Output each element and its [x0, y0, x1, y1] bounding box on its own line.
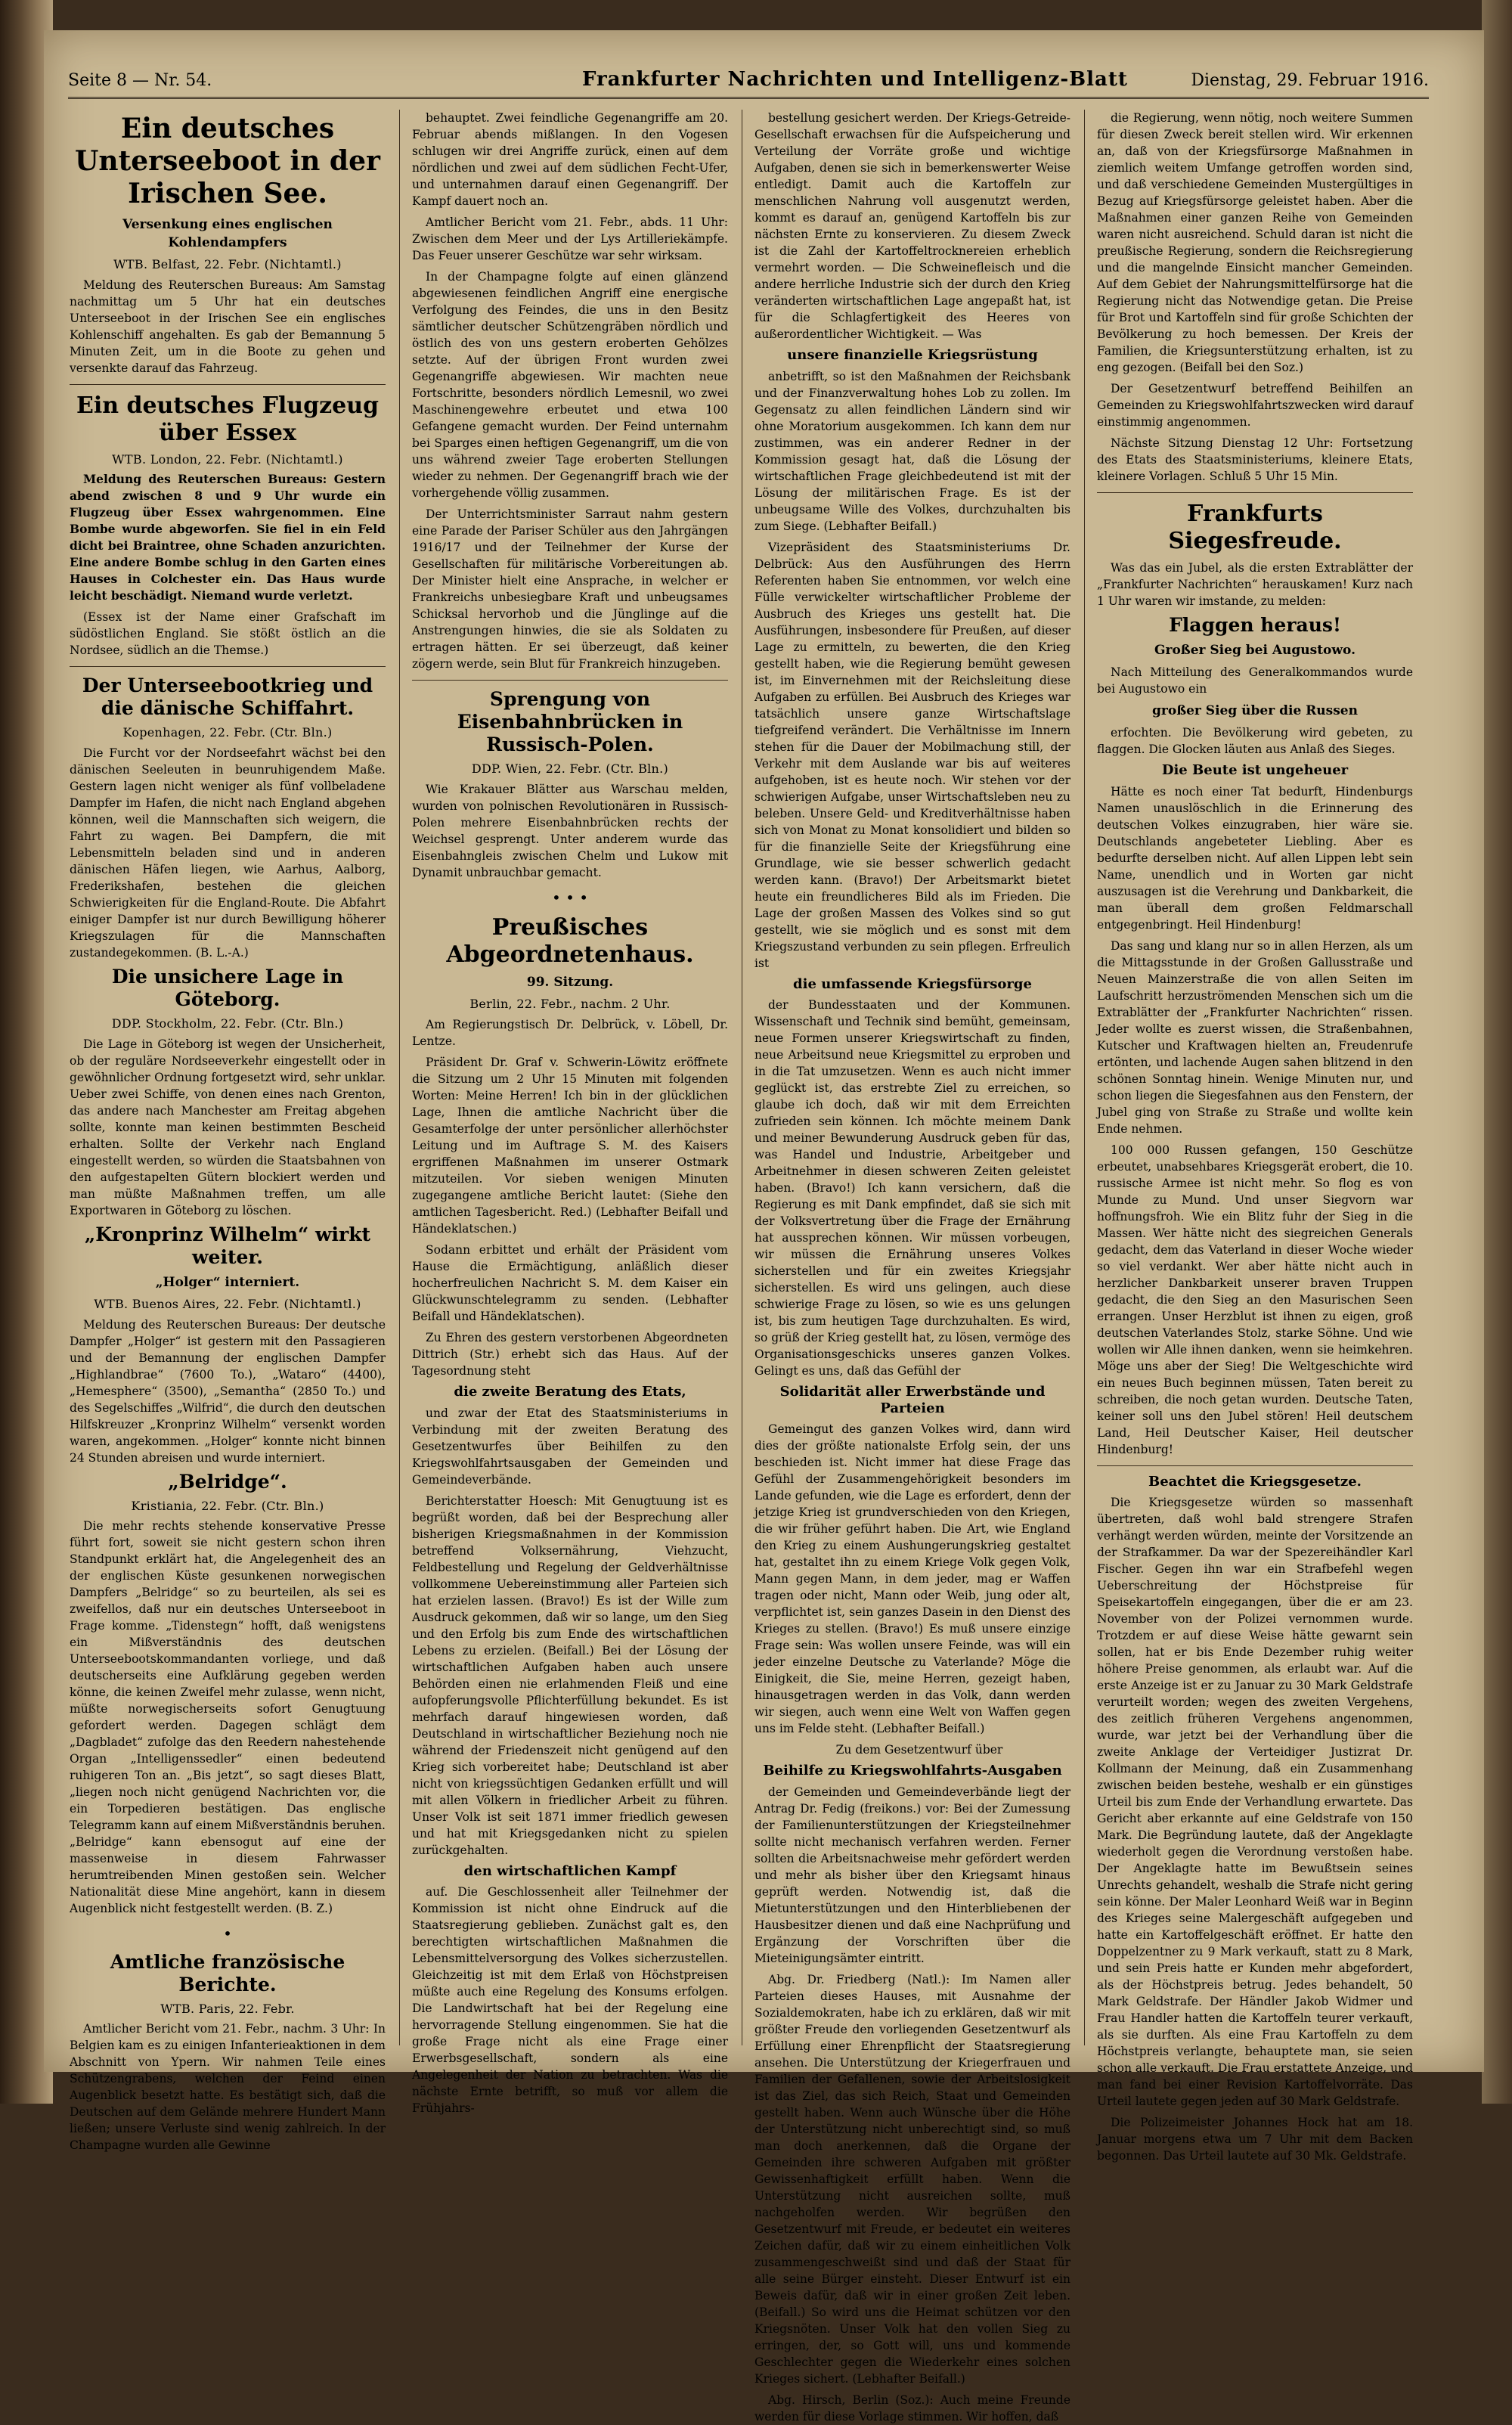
article-body: auf. Die Geschlossenheit aller Teilnehmer der Kommission ist nicht ohne Eindruck auf die Staatsregierung geblieben. Zunächst galt es, den berechtigten wirtschaftlichen Maßnahmen die Lebensmittelversorgung des Volkes sicherzustellen. Gleichzeitig ist mit dem Erlaß von Höchstpreisen müßte auch eine Regelung des Konsums erfolgen. Die Landwirtschaft hat bei der Regelung eine hervorragende Stellung eingenommen. Sie hat die große Frage nicht als eine Frage einer Erwerbsgesellschaft, sondern als eine Angelegenheit der Nation zu betrachten. Was die nächste Ernte betrifft, so muß vor allem die Frühjahrs- [412, 1885, 728, 2116]
article-body: Die mehr rechts stehende konservative Presse führt fort, soweit sie nicht gestern schon ihren Standpunkt erklärt hat, die Angelegenheit des an der englischen Küste gesunkenen norwegischen Dampfers „Belridge“ so zu beurteilen, als sei es zweifellos, daß nur ein deutsches Unterseeboot in Frage komme. „Tidenstegn“ hofft, daß wenigstens ein Mißverständnis des deutschen Unterseebootskommandanten vorliege, und daß deutscherseits eine Aufklärung gegeben werden könne, die keinen Zweifel mehr zulasse, wenn nicht, müßte norwegischerseits sofort Genugtuung gefordert werden. Dagegen schlägt dem „Dagbladet“ zufolge das den Reedern nahestehende Organ „Intelligenssedler“ einen bedeutend ruhigeren Ton an. „Bis jetzt“, so sagt dieses Blatt, „liegen noch nicht genügend Nachrichten vor, die ein Torpedieren bestätigen. Das englische Telegramm kann auf einem Mißverständnis beruhen. „Belridge“ kann ebensogut auf eine der massenweise in diesem Fahrwasser herumtreibenden Minen gestoßen sein. Welcher Nationalität diese Mine angehört, kann in diesem Augenblick nicht festgestellt werden. (B. Z.) [70, 1519, 386, 1916]
article-body: Die Furcht vor der Nordseefahrt wächst bei den dänischen Seeleuten in beunruhigendem Maße. Gestern lagen nicht weniger als fünf vollbeladene Dampfer im Hafen, die nicht nach England abgehen können, weil die Mannschaften sich weigern, die Fahrt zu wagen. Bei Dampfern, die mit Lebensmitteln beladen sind und in anderen dänischen Häfen liegen, wie Aarhus, Aalborg, Frederikshafen, bestehen die gleichen Schwierigkeiten für die England-Route. Die Abfahrt einiger Dampfer ist nur durch Bewilligung höherer Kriegszulagen für die Mannschaften zustandegekommen. (B. L.-A.) [70, 746, 386, 960]
subheadline: Versenkung eines englischen Kohlendampfers [122, 216, 333, 250]
headline-belridge: „Belridge“. [168, 1470, 287, 1493]
article-body: Berichterstatter Hoesch: Mit Genugtuung ist es begrüßt worden, daß bei der Besprechung aller bisherigen Kriegsmaßnahmen in der Kommission betreffend Volksernährung, Viehzucht, Feldbestellung und Regelung der Geldverhältnisse vollkommene Uebereinstimmung aller Parteien sich hat erzielen lassen. (Bravo!) Es ist der Wille zum Ausdruck gekommen, daß wir so lange, um den Sieg und den Erfolg bis zum Ende des wirtschaftlichen Lebens zu erzielen. (Beifall.) Bei der Lösung der wirtschaftlichen Aufgaben haben auch unsere Behörden einen nie erlahmenden Fleiß und eine aufopferungsvolle Pflichterfüllung bekundet. Es ist mehrfach darauf hingewiesen worden, daß Deutschland in wirtschaftlicher Beziehung noch nie während der Friedenszeit nicht genügend auf den Krieg sich vorbereitet habe; Deutschland ist aber nicht von kriegssüchtigen Gedanken erfüllt und will mit allen Völkern in friedlicher Arbeit zu führen. Unser Volk ist seit 1871 immer friedlich gewesen und hat mit Kriegsgedanken nicht zu spielen zurückgehalten. [412, 1493, 728, 1857]
issue-date: Dienstag, 29. Februar 1916. [1191, 71, 1429, 90]
article-body: Der Gesetzentwurf betreffend Beihilfen an Gemeinden zu Kriegswohlfahrtszwecken wird darauf einstimmig angenommen. [1097, 382, 1413, 429]
article-body: Der Unterrichtsminister Sarraut nahm gestern eine Parade der Pariser Schüler aus den Jahrgängen 1916/17 und der Teilnehmer der Kurse der Gesellschaften für militärische Vorbereitungen ab. Der Minister hielt eine Ansprache, in welcher er Frankreichs unbesiegbare Kraft und unbeugsames Schicksal hervorhob und die Jünglinge auf die Anstrengungen hinwies, die sie als Soldaten zu ertragen hätten. Er sei überzeugt, daß keiner zögern werde, sein Blut für Frankreich hinzugeben. [412, 507, 728, 671]
headline-goteborg: Die unsichere Lage in Göteborg. [111, 965, 344, 1010]
dateline: Berlin, 22. Febr., nachm. 2 Uhr. [469, 997, 671, 1012]
article-body: Die Polizeimeister Johannes Hock hat am 18. Januar morgens etwa um 7 Uhr mit dem Backen begonnen. Das Urteil lautete auf 30 Mk. Geldstrafe. [1097, 2116, 1413, 2163]
divider [1097, 492, 1413, 493]
article-body: anbetrifft, so ist den Maßnahmen der Reichsbank und der Finanzverwaltung hohes Lob zu zollen. Im Gegensatz zu allen feindlichen Ländern sind wir ohne Moratorium ausgekommen. Ich kann dem nur zustimmen, was ein anderer Redner in der Kommission gesagt hat, daß die Lösung der wirtschaftlichen Frage gleichbedeutend ist mit der Lösung der militärischen Frage. Es ist der unbeugsame Wille des Volkes, durchzuhalten bis zum Siege. (Lebhafter Beifall.) [754, 369, 1070, 533]
dateline: WTB. Buenos Aires, 22. Febr. (Nichtamtl.) [94, 1296, 361, 1311]
article-body: Nächste Sitzung Dienstag 12 Uhr: Fortsetzung des Etats des Staatsministeriums, kleinere Etats, kleinere Vorlagen. Schluß 5 Uhr 15 Min. [1097, 436, 1413, 483]
article-body: Die Kriegsgesetze würden so massenhaft übertreten, daß wohl bald strengere Strafen verhängt werden würden, meinte der Vorsitzende an der Strafkammer. Da war der Spezereihändler Karl Fischer. Gegen ihn war ein Strafbefehl wegen Ueberschreitung der Höchstpreise für Speisekartoffeln eingegangen, über die er am 23. November von der Polizei vernommen wurde. Trotzdem er auf diese Weise hätte gewarnt sein sollen, hat er bis Ende Dezember ruhig weiter höhere Preise genommen, als erlaubt war. Auf die erste Anzeige ist er zu Januar zu 30 Mark Geldstrafe verurteilt worden; wegen des zweiten Vergehens, des zeitlich früheren Vergehens angenommen, wurde, war jetzt bei der Verhandlung über die zweite Anklage der Verteidiger Justizrat Dr. Kollmann der Meinung, daß ein Zusammenhang zwischen beiden bestehe, weshalb er ein günstiges Urteil bis zum Ende der Verhandlung erwartete. Das Gericht aber erkannte auf eine Geldstrafe von 150 Mark. Die Begründung lautete, daß der Angeklagte wiederholt gegen die Verordnung verstoßen habe. Der Angeklagte hatte im Bewußtsein seines Unrechts gehandelt, weshalb die Strafe nicht gering sein könne. Der Maler Leonhard Weiß war in Beginn des Krieges seine Malergeschäft aufgegeben und hatte ein Kartoffelgeschäft eröffnet. Er hatte den Doppelzentner zu 9 Mark verkauft, statt zu 8 Mark, und sein Preis hatte er Kunden mehr abgefordert, als der Höchstpreis betrug. Jedes behandelt, 50 Mark Geldstrafe. Der Händler Jakob Widmer und Frau Handler hatten die Kartoffeln teurer verkauft, als sie durften. Als eine Frau Kartoffeln zu dem Höchstpreis verlangte, behauptete man, sie seien schon alle verkauft. Die Frau erstattete Anzeige, und man fand bei einer Revision Kartoffelvorräte. Das Urteil lautete gegen jeden auf 30 Mark Geldstrafe. [1097, 1496, 1413, 2109]
subheadline: 99. Sitzung. [526, 975, 614, 991]
article-body: In der Champagne folgte auf einen glänzend abgewiesenen feindlichen Angriff eine energische Verfolgung des Feindes, die uns in den Besitz sämtlicher deutscher Schützengräben nördlich und östlich des von uns gestern eroberten Gehölzes setzte. Auf der übrigen Front wurden zwei Gegenangriffe abgewiesen. Wir machten neue Fortschritte, besonders nördlich Lemesnil, wo zwei Maschinengewehre erbeutet und etwa 100 Gefangene gemacht wurden. Der Feind unternahm bei Sparges einen heftigen Gegenangriff, um die von uns während zweier Tage eroberten Stellungen wieder zu nehmen. Der Gegenangriff brach wie der vorhergehende völlig zusammen. [412, 270, 728, 500]
flag-call: Flaggen heraus! [1169, 614, 1341, 636]
victory-line: Großer Sieg bei Augustowo. [1154, 643, 1356, 658]
headline-war-laws: Beachtet die Kriegsgesetze. [1148, 1473, 1362, 1490]
article-body: Präsident Dr. Graf v. Schwerin-Löwitz eröffnete die Sitzung um 2 Uhr 15 Minuten mit folgenden Worten: Meine Herren! Ich bin in der glücklichen Lage, Ihnen die amtliche Nachricht über die Gesamterfolge der unter persönlicher allerhöchster Leitung und im Auftrage S. M. des Kaisers ergriffenen Maßnahmen im unserer Ostmark mitzuteilen. Vor sieben wenigen Minuten zugegangene amtliche Bericht lautet: (Siehe den amtlichen Tagesbericht. Red.) (Lebhafter Beifall und Händeklatschen.) [412, 1055, 728, 1236]
article-body: Abg. Hirsch, Berlin (Soz.): Auch meine Freunde werden für diese Vorlage stimmen. Wir hoffen, daß [754, 2392, 1070, 2423]
article-body: (Essex ist der Name einer Grafschaft im südöstlichen England. Sie stößt östlich an die Nordsee, südlich an die Themse.) [70, 610, 386, 658]
dateline: WTB. London, 22. Febr. (Nichtamtl.) [112, 451, 343, 467]
article-body: Vizepräsident des Staatsministeriums Dr. Delbrück: Aus den Ausführungen des Herrn Referenten haben Sie entnommen, vor welch eine Fülle verwickelter wirtschaftlicher Probleme der Ausbruch des Krieges uns gestellt hat. Die Ausführungen, insbesondere für Preußen, auf dieser Lage zu ermitteln, zu bewerten, die den Krieg gestellt haben, wie die Regierung bemüht gewesen ist, im Einvernehmen mit der Reichsleitung diese Aufgaben zu erfüllen. Bei Ausbruch des Krieges war tatsächlich unsere ganze Wirtschaftslage tiefgreifend verändert. Die Verhältnisse im Innern stehen für die Dauer der Mobilmachung still, der Verkehr mit dem Auslande war bis auf weiteres aufgehoben, ist es heute noch. Wir stehen vor der schwierigen Aufgabe, unser Wirtschaftsleben neu zu beleben. Unsere Geld- und Kreditverhältnisse haben sich von Monat zu Monat konsolidiert und bilden so für die finanzielle Seite der Kriegsführung eine Grundlage, wie sie besser schwerlich gedacht werden kann. (Bravo!) Der Arbeitsmarkt bietet heute ein freundlicheres Bild als im Frieden. Die Lage der großen Massen des Volkes sind so gut gestellt, wie sie möglich und es sonst mit dem Kriegszustand verbunden zu sein pflegen. Erfreulich ist [754, 540, 1070, 970]
page-edge [1482, 0, 1512, 2104]
separator-star: • [223, 1924, 232, 1943]
article-body: bestellung gesichert werden. Der Kriegs-Getreide-Gesellschaft erwachsen für die Aufspeicherung und Verteilung der Vorräte große und wichtige Aufgaben, denen sie sich in bemerkenswerter Weise entledigt. Damit auch die Kartoffeln zur menschlichen Nahrung voll ausgenutzt werden, kommt es darauf an, genügend Kartoffeln bis zur nächsten Ernte zu konservieren. Zu diesem Zweck ist die Zahl der Kartoffeltrocknereien erheblich vermehrt worden. — Die Schweinefleisch und die andere herrliche Industrie sich der durch den Krieg veränderten wirtschaftlichen Lage angepaßt hat, ist für die Schlagfertigkeit des Heeres von außerordentlicher Wichtigkeit. — Was [754, 111, 1070, 341]
dateline: Kopenhagen, 22. Febr. (Ctr. Bln.) [122, 725, 333, 740]
divider [1097, 1465, 1413, 1466]
article-body: Das sang und klang nur so in allen Herzen, als um die Mittagsstunde in der Großen Gallusstraße und Neuen Mainzerstraße die von allen Seiten im Laufschritt herzuströmenden Menschen sich um die Extrablätter der „Frankfurter Nachrichten“ rissen. Jeder wollte es zuerst wissen, die Straßenbahnen, Kutscher und Kraftwagen hielten an, Freudenrufe ertönten, und lachende Augen sahen blitzend in den schönen Sonntag hinein. Wenige Minuten nur, und schon liegen die Siegesfahnen aus den Fenstern, der Jubel ging von Straße zu Straße und wollte kein Ende nehmen. [1097, 938, 1413, 1136]
masthead: Frankfurter Nachrichten und Intelligenz-Blatt [582, 68, 1128, 91]
column-4 [1097, 110, 1413, 2163]
article-body: Am Regierungstisch Dr. Delbrück, v. Löbell, Dr. Lentze. [412, 1017, 728, 1048]
article-body: Meldung des Reuterschen Bureaus: Gestern abend zwischen 8 und 9 Uhr wurde ein Flugzeug über Essex wahrgenommen. Eine Bombe wurde abgeworfen. Sie fiel in ein Feld dicht bei Braintree, ohne Schaden anzurichten. Eine andere Bombe schlug in den Garten eines Hauses in Colchester ein. Das Haus wurde leicht beschädigt. Niemand wurde verletzt. [70, 472, 386, 603]
article-body: Die Lage in Göteborg ist wegen der Unsicherheit, ob der reguläre Nordseeverkehr eingestellt oder in gewöhnlicher Ordnung fortgesetzt wird, sehr unklar. Ueber zwei Schiffe, von denen eines nach Grenton, das andere nach Manchester am Freitag abgehen sollte, konnte man keinen bestimmten Bescheid erhalten. Sollte der Verkehr nach England eingestellt werden, so würden die Staatsbahnen von den aufgestapelten Gütern blockiert werden und man müßte Maßnahmen treffen, um alle Exportwaren in Göteborg zu löschen. [70, 1037, 386, 1217]
article-body: behauptet. Zwei feindliche Gegenangriffe am 20. Februar abends mißlangen. In den Vogesen schlugen wir drei Angriffe zurück, einen auf dem nördlichen und zwei auf dem südlichen Fecht-Ufer, und unternahmen darauf einen Gegenangriff. Der Kampf dauert noch an. [412, 111, 728, 208]
article-body: Was das ein Jubel, als die ersten Extrablätter der „Frankfurter Nachrichten“ herauskamen! Kurz nach 1 Uhr waren wir imstande, zu melden: [1097, 561, 1413, 608]
column-rule [399, 110, 400, 2045]
article-body: Amtlicher Bericht vom 21. Febr., abds. 11 Uhr: Zwischen dem Meer und der Lys Artilleriekämpfe. Das Feuer unserer Geschütze war sehr wirksam. [412, 216, 728, 262]
subhead-budget-debate: die zweite Beratung des Etats, [454, 1383, 686, 1400]
headline-uboot-irish-sea: Ein deutsches Unterseeboot in der Irischen See. [75, 113, 380, 210]
dateline: Kristiania, 22. Febr. (Ctr. Bln.) [131, 1498, 324, 1513]
article-body: die Regierung, wenn nötig, noch weitere Summen für diesen Zweck bereit stellen wird. Wir erkennen an, daß von der Kriegsfürsorge Maßnahmen in ziemlich weitem Umfange getroffen worden sind, und daß verschiedene Gemeinden Mustergültiges in Bezug auf Kriegsfürsorge geleistet haben. Aber die Maßnahmen einer ganzen Reihe von Gemeinden waren nicht ausreichend. Schuld daran ist nicht die preußische Regierung, sondern die Reichsregierung und die mangelnde Einsicht mancher Gemeinden. Auf dem Gebiet der Nahrungsmittelfürsorge hat die Regierung nicht das Notwendige getan. Die Preise für Brot und Kartoffeln sind für große Schichten der Bevölkerung zu hoch bemessen. Der Kreis der Familien, die Kriegsunterstützung erhalten, ist zu eng gezogen. (Beifall bei den Soz.) [1097, 111, 1413, 374]
page-header [68, 67, 1429, 99]
article-body: der Bundesstaaten und der Kommunen. Wissenschaft und Technik sind bemüht, gemeinsam, neue Formen unserer Kriegswirtschaft zu finden, neue Arbeitsund neue Kriegsmittel zu erproben und in die Tat umzusetzen. Wenn es auch nicht immer geglückt ist, das erstrebte Ziel zu erreichen, so glaube ich doch, daß wir mit dem Erreichten zufrieden sein können. Ich möchte meinem Dank und meiner Bewunderung Ausdruck geben für das, was Handel und Industrie, Arbeitgeber und Arbeitnehmer in diesen schweren Zeiten geleistet haben. (Bravo!) Ich kann versichern, daß die Regierung es mit Dank empfindet, daß sie sich mit der Volksvertretung über die Frage der Ernährung hat aussprechen können. Wir müssen vorbeugen, wir müssen die Ernährung unseres Volkes sicherstellen und für ein zweites Kriegsjahr sicherstellen. Es wird uns gelingen, auch diese schwierige Frage zu lösen, so wie es uns gelungen ist, bis zum heutigen Tage durchzuhalten. Es wird, so grüß der Krieg gestellt hat, zu lösen, vermöge des Organisationsgeschicks unseres ganzen Volkes. Gelingt es uns, daß das Gefühl der [754, 998, 1070, 1378]
column-3 [754, 110, 1070, 2423]
article-body: erfochten. Die Bevölkerung wird gebeten, zu flaggen. Die Glocken läuten aus Anlaß des Sieges. [1097, 726, 1413, 757]
article-body: Meldung des Reuterschen Bureaus: Der deutsche Dampfer „Holger“ ist gestern mit den Passagieren und der Bemannung der englischen Dampfer „Highlandbrae“ (7600 To.), „Wataro“ (4400), „Hemesphere“ (3500), „Semantha“ (2850 To.) und des Segelschiffes „Wilfrid“, die durch den deutschen Hilfskreuzer „Kronprinz Wilhelm“ versenkt worden waren, angekommen. „Holger“ konnte nicht binnen 24 Stunden abreisen und wurde interniert. [70, 1317, 386, 1465]
divider [412, 680, 728, 681]
subhead-booty: Die Beute ist ungeheuer [1161, 762, 1349, 779]
subhead-financial-armament: unsere finanzielle Kriegsrüstung [787, 347, 1038, 363]
article-body: Zu Ehren des gestern verstorbenen Abgeordneten Dittrich (Str.) erhebt sich das Haus. Auf der Tagesordnung steht [412, 1330, 728, 1378]
column-rule [1084, 110, 1085, 2045]
article-body: Zu dem Gesetzentwurf über [835, 1743, 1003, 1757]
victory-line: großer Sieg über die Russen [1152, 703, 1358, 719]
divider [70, 666, 386, 667]
article-body: Sodann erbittet und erhält der Präsident vom Hause die Ermächtigung, anläßlich dieser hocherfreulichen Nachricht S. M. dem Kaiser ein Glückwunschtelegramm zu senden. (Lebhafter Beifall und Händeklatschen). [412, 1242, 728, 1323]
headline-frankfurt-celebration: Frankfurts Siegesfreude. [1168, 501, 1342, 554]
headline-danish-shipping: Der Unterseebootkrieg und die dänische Schiffahrt. [82, 674, 373, 720]
headline-essex-airplane: Ein deutsches Flugzeug über Essex [76, 392, 380, 446]
headline-prussian-house: Preußisches Abgeordnetenhaus. [446, 914, 694, 969]
article-body: Abg. Dr. Friedberg (Natl.): Im Namen aller Parteien dieses Hauses, mit Ausnahme der Sozialdemokraten, habe ich zu erklären, daß wir mit größter Freude den vorliegenden Gesetzentwurf als Erfüllung einer Ehrenpflicht der Staatsregierung ansehen. Die Unterstützung der Kriegerfrauen und Familien der Gefallenen, sowie der Arbeitslosigkeit ist das Ziel, das sich Reich, Staat und Gemeinden gestellt haben. Wenn auch Wünsche über die Höhe der Unterstützung nicht unberechtigt sind, so muß man doch anerkennen, daß die Organe der Gemeinden ihre schweren Aufgaben mit größter Gewissenhaftigkeit erfüllt haben. Wenn die Unterstützung nicht ausreichen sollte, muß nachgeholfen werden. Wir begrüßen den Gesetzentwurf mit Freude, er bedeutet ein weiteres Zeichen dafür, daß wir zu einem einheitlichen Volk zusammengeschweißt sind und daß der Staat für alle seine Bürger einsteht. Dieser Entwurf ist ein Beweis dafür, daß wir in einer großen Zeit leben. (Beifall.) So wird uns die Heimat schützen vor den Kriegsnöten. Unser Volk hat den vollen Sieg zu erringen, der, so Gott will, uns und kommende Geschlechter gegen die Wiederkehr eines solchen Krieges sichert. (Lebhafter Beifall.) [754, 1972, 1070, 2386]
article-body: Wie Krakauer Blätter aus Warschau melden, wurden von polnischen Revolutionären in Russisch-Polen mehrere Eisenbahnbrücken rechts der Weichsel gesprengt. Unter anderem wurde das Eisenbahngleis zwischen Chelm und Lukow mit Dynamit unbrauchbar gemacht. [412, 782, 728, 879]
headline-bridge-blasting: Sprengung von Eisenbahnbrücken in Russisch-Polen. [457, 688, 683, 755]
article-body: Nach Mitteilung des Generalkommandos wurde bei Augustowo ein [1097, 665, 1413, 696]
separator-star: • • • [551, 888, 589, 907]
article-body: Hätte es noch einer Tat bedurft, Hindenburgs Namen unauslöschlich in die Erinnerung des deutschen Volkes einzugraben, hier wäre sie. Deutschlands angebeteter Liebling. Aber es bedurfte derselben nicht. Auf allen Lippen lebt sein Name, unendlich und in Worten gar nicht auszusagen ist die Verehrung und Dankbarkeit, die man überall dem großen Feldmarschall entgegenbringt. Heil Hindenburg! [1097, 784, 1413, 932]
article-body: 100 000 Russen gefangen, 150 Geschütze erbeutet, unabsehbares Kriegsgerät erobert, die 10. russische Armee ist nicht mehr. So flog es von Munde zu Mund. Und unser Siegvorn war hoffnungsfroh. Wie ein Blitz fuhr der Sieg in die Massen. Wer hätte nicht des siegreichen Generals gedacht, dem das Vaterland in dieser Woche wieder so viel verdankt. Wer aber hätte nicht auch in herzlicher Dankbarkeit unserer braven Truppen gedacht, die den Sieg an den Masurischen Seen errangen. Unser Herzblut ist ihnen zu eigen, groß deutschen Vaterlandes Stolz, starke Söhne. Und wie wollen wir Alle ihnen danken, wenn sie heimkehren. Möge uns aber der Sieg! Die Weltgeschichte wird ein neues Buch beginnen müssen, Taten bereit zu schreiben, die noch getan wurden. Deutsche Taten, keiner soll uns den Jubel stören! Heil deutschem Land, Heil Deutscher Kaiser, Heil deutscher Hindenburg! [1097, 1143, 1413, 1456]
subhead-war-welfare-grants: Beihilfe zu Kriegswohlfahrts-Ausgaben [763, 1763, 1062, 1779]
article-body: und zwar der Etat des Staatsministeriums in Verbindung mit der zweiten Beratung des Gesetzentwurfes über Beihilfen zu den Kriegswohlfahrtsausgaben der Gemeinden und Gemeindeverbände. [412, 1406, 728, 1487]
article-body: der Gemeinden und Gemeindeverbände liegt der Antrag Dr. Fedig (freikons.) vor: Bei der Zumessung der Familienunterstützungen der Kriegsteilnehmer sollte nicht mechanisch verfahren werden. Ferner sollten die Arbeitsnachweise mehr gefördert werden und mehr als bisher über den Kriegsamt hinaus geprüft werden. Notwendig ist, daß die Mietunterstützungen und den Hinterbliebenen der Hausbesitzer dienen und daß eine Nachprüfung und Ergänzung der Vorschriften über die Mieteinigungsämter eintritt. [754, 1785, 1070, 1965]
dateline: DDP. Wien, 22. Febr. (Ctr. Bln.) [471, 761, 669, 776]
subhead-war-welfare: die umfassende Kriegsfürsorge [793, 975, 1032, 992]
column-2 [412, 110, 728, 2116]
dateline: WTB. Belfast, 22. Febr. (Nichtamtl.) [113, 256, 342, 271]
subheadline: „Holger“ interniert. [155, 1274, 300, 1290]
headline-kronprinz-wilhelm: „Kronprinz Wilhelm“ wirkt weiter. [84, 1223, 371, 1268]
article-body: Gemeingut des ganzen Volkes wird, dann wird dies der größte nationalste Erfolg sein, der uns beschieden ist. Nicht immer hat diese Frage das Gefühl der Zusammengehörigkeit besonders im Lande gefunden, wie die Lage es erfordert, denn der jetzige Krieg ist grundverschieden von den Kriegen, die wir früher geführt haben. Die Art, wie England den Krieg zu einem Aushungerungskrieg gestaltet hat, gestaltet ihn zu einem Kriege Volk gegen Volk, Mann gegen Mann, in dem jeder, mag er Waffen tragen oder nicht, Mann oder Weib, jung oder alt, verpflichtet ist, sein ganzes Dasein in den Dienst des Krieges zu stellen. (Bravo!) Es muß unsere einzige Frage sein: Was wollen unsere Feinde, was will ein jeder einzelne Deutsche zu Vaterlande? Möge die Einigkeit, die Sie, meine Herren, gezeigt haben, hinausgetragen werden in das Volk, dann werden wir siegen, auch wenn eine Welt von Waffen gegen uns im Felde steht. (Lebhafter Beifall.) [754, 1422, 1070, 1736]
article-body: Amtlicher Bericht vom 21. Febr., nachm. 3 Uhr: In Belgien kam es zu einigen Infanterieaktionen in dem Abschnitt von Ypern. Wir nahmen Teile eines Schützengrabens, welchen der Feind einen Augenblick besetzt hatte. Es bestätigt sich, daß die Deutschen auf dem Gelände mehrere Hundert Mann ließen; unsere Verluste sind wenig zahlreich. In der Champagne wurden alle Gewinne [70, 2022, 386, 2153]
headline-french-reports: Amtliche französische Berichte. [110, 1950, 345, 1996]
dateline: DDP. Stockholm, 22. Febr. (Ctr. Bln.) [111, 1016, 344, 1031]
subhead-solidarity: Solidarität aller Erwerbstände und Parteien [779, 1384, 1046, 1416]
column-1 [70, 110, 386, 2153]
subhead-economic-fight: den wirtschaftlichen Kampf [463, 1862, 677, 1879]
dateline: WTB. Paris, 22. Febr. [160, 2001, 295, 2016]
page-number: Seite 8 — Nr. 54. [68, 71, 212, 90]
article-body: Meldung des Reuterschen Bureaus: Am Samstag nachmittag um 5 Uhr hat ein deutsches Unterseeboot in der Irischen See ein englisches Kohlenschiff angehalten. Es gab der Bemannung 5 Minuten Zeit, um in die Boote zu gehen und versenkte darauf das Fahrzeug. [70, 278, 386, 375]
divider [70, 384, 386, 385]
